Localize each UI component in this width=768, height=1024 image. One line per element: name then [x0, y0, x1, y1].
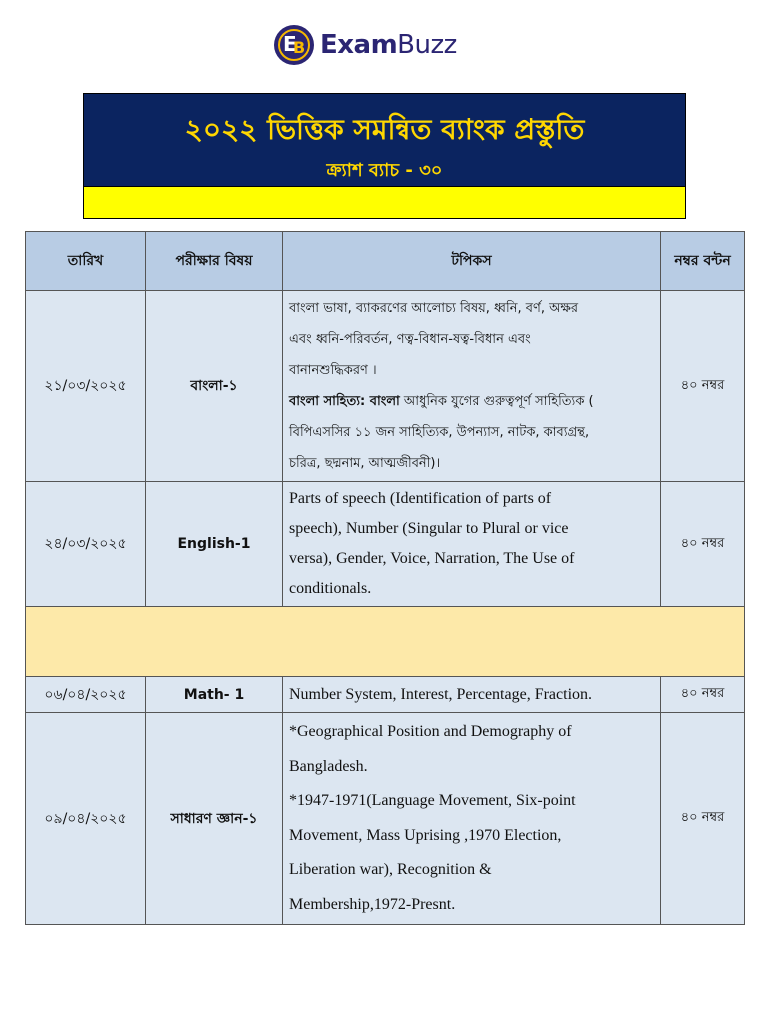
topic-line: versa), Gender, Voice, Narration, The Use of	[289, 550, 575, 567]
exambuzz-logo	[274, 22, 457, 68]
row-subject: সাধারণ জ্ঞান-১	[146, 713, 283, 925]
row-marks: ৪০ নম্বর	[661, 677, 745, 713]
spacer-cell	[26, 607, 745, 677]
topic-line: বানানশুদ্ধিকরণ ।	[289, 363, 377, 378]
table-row	[26, 677, 745, 713]
header-topics: টপিকস	[283, 232, 661, 291]
topic-line: Bangladesh.	[289, 757, 368, 775]
topic-line: Liberation war), Recognition &	[289, 861, 492, 878]
header-subject: পরীক্ষার বিষয়	[146, 232, 283, 291]
row-marks: ৪০ নম্বর	[661, 713, 745, 925]
banner-yellow-strip	[84, 186, 685, 218]
topic-line: speech), Number (Singular to Plural or vice	[289, 520, 569, 537]
topic-line: *1947-1971(Language Movement, Six-point	[289, 792, 576, 809]
row-marks: ৪০ নম্বর	[661, 291, 745, 482]
row-date: ০৯/০৪/২০২৫	[26, 713, 146, 925]
topic-line: Movement, Mass Uprising ,1970 Election,	[289, 826, 562, 844]
row-topics	[283, 291, 661, 482]
schedule-table	[25, 231, 745, 925]
row-topics	[283, 713, 661, 925]
exambuzz-logo-icon: E B	[274, 25, 314, 65]
spacer-row	[26, 607, 745, 677]
page-title: ২০২২ ভিত্তিক সমন্বিত ব্যাংক প্রস্তুতি	[184, 113, 585, 146]
topic-line	[289, 386, 654, 417]
row-date: ২৪/০৩/২০২৫	[26, 482, 146, 607]
topic-line-rest: আধুনিক যুগের গুরুত্বপূর্ণ সাহিত্যিক (	[399, 394, 594, 409]
row-subject: Math- 1	[146, 677, 283, 713]
row-date: ২১/০৩/২০২৫	[26, 291, 146, 482]
row-subject: বাংলা-১	[146, 291, 283, 482]
table-header-row	[26, 232, 745, 291]
row-topics	[283, 677, 661, 713]
batch-subtitle: ক্র্যাশ ব্যাচ - ৩০	[326, 160, 443, 181]
table-row	[26, 713, 745, 925]
topic-line: বিপিএসসির ১১ জন সাহিত্যিক, উপন্যাস, নাটক, কাব্যগ্রন্থ,	[289, 425, 590, 440]
table-row	[26, 291, 745, 482]
topic-line: conditionals.	[289, 580, 372, 597]
header-marks: নম্বর বন্টন	[661, 232, 745, 291]
topic-line: এবং ধ্বনি-পরিবর্তন, ণত্ব-বিধান-ষত্ব-বিধান এবং	[289, 332, 531, 347]
row-topics	[283, 482, 661, 607]
row-date: ০৬/০৪/২০২৫	[26, 677, 146, 713]
topic-bold-heading: বাংলা সাহিত্য: বাংলা	[289, 394, 400, 409]
topic-line: Parts of speech (Identification of parts of	[289, 490, 552, 507]
row-marks: ৪০ নম্বর	[661, 482, 745, 607]
title-banner	[83, 93, 686, 219]
topic-line: Number System, Interest, Percentage, Fraction.	[289, 685, 593, 703]
topic-line: বাংলা ভাষা, ব্যাকরণের আলোচ্য বিষয়, ধ্বনি, বর্ণ, অক্ষর	[289, 301, 579, 316]
logo-brand-exam: Exam	[320, 30, 398, 60]
logo-brand-buzz: Buzz	[397, 30, 457, 60]
header-date: তারিখ	[26, 232, 146, 291]
table-row	[26, 482, 745, 607]
topic-line: *Geographical Position and Demography of	[289, 723, 572, 740]
row-subject: English-1	[146, 482, 283, 607]
topic-line: Membership,1972-Presnt.	[289, 895, 456, 913]
logo-wordmark	[320, 30, 457, 60]
topic-line: চরিত্র, ছদ্মনাম, আত্মজীবনী)।	[289, 456, 441, 471]
